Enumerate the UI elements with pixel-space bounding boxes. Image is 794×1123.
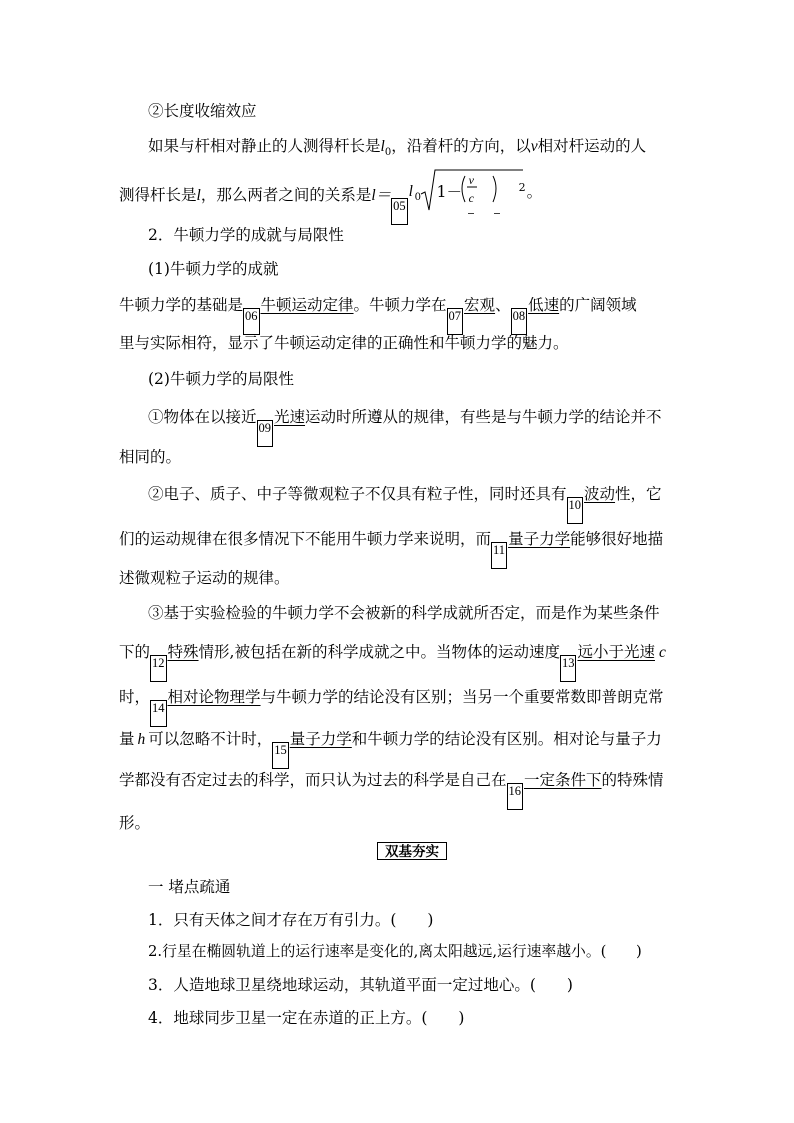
answer-box-05: 05 [391,198,408,225]
text: 如果与杆相对静止的人测得杆长是 [148,137,381,155]
answer-box-09: 09 [257,420,274,447]
answer-box-06: 06 [243,308,260,335]
question-3: 3．人造地球卫星绕地球运动，其轨道平面一定过地心。( ) [148,976,573,994]
text: 性，它 [615,485,662,503]
text: 能够很好地描 [570,530,664,548]
newton-achieve-heading: (1)牛顿力学的成就 [148,260,279,278]
limit-p2-line3: 述微观粒子运动的规律。 [119,569,290,587]
limit-p3-line3 [119,687,679,727]
section-subheading: 一 堵点疏通 [148,878,231,896]
text: 量 [119,730,135,748]
answer-16: 一定条件下 [524,771,602,789]
answer-13: 远小于光速 [577,643,655,661]
text: 运动时所遵从的规律，有些是与牛顿力学的结论并不 [305,408,662,426]
var-l: l [380,138,385,155]
answer-box-08: 08 [511,308,528,335]
formula-v: v [468,173,474,187]
text: 。牛顿力学在 [353,296,447,314]
length-contraction-heading: ②长度收缩效应 [148,102,257,120]
var-v: v [530,138,538,155]
var-c: c [658,644,666,661]
answer-11: 量子力学 [508,530,571,548]
answer-15: 量子力学 [289,730,352,748]
limit-p3-line5 [119,770,679,810]
var-l: l [196,187,201,204]
var-h: h [137,731,146,748]
text: 与牛顿力学的结论没有区别；当另一个重要常数即普朗克常 [260,688,664,706]
formula-exponent: 2 [518,181,526,194]
limit-p3-line1: ③基于实验检验的牛顿力学不会被新的科学成就所否定，而是作为某些条件 [148,604,660,622]
limit-p2-line2 [119,529,679,569]
text: ②电子、质子、中子等微观粒子不仅具有粒子性，同时还具有 [148,485,567,503]
text: 的广阔领域 [559,296,637,314]
text: 和牛顿力学的结论没有区别。相对论与量子力 [351,730,662,748]
answer-06: 牛顿运动定律 [260,296,354,314]
text: 时， [119,688,151,706]
newton-limit-heading: (2)牛顿力学的局限性 [148,370,294,388]
question-2: 2.行星在椭圆轨道上的运行速率是变化的,离太阳越远,运行速率越小。( ) [148,943,642,960]
answer-box-15: 15 [272,742,289,769]
section-title: 双基夯实 [377,842,447,860]
answer-box-14: 14 [150,700,167,727]
equation-lhs: l＝ [371,187,392,204]
answer-box-10: 10 [567,497,584,524]
text: 学都没有否定过去的科学，而只认为过去的科学是自己在 [119,771,507,789]
answer-07: 宏观 [464,296,496,314]
answer-12: 特殊 [167,643,199,661]
newton-achieve-line2: 里与实际相符，显示了牛顿运动定律的正确性和牛顿力学的魅力。 [119,334,569,352]
newton-heading: 2．牛顿力学的成就与局限性 [148,226,344,244]
text: 相对杆运动的人 [537,137,647,155]
text: 、 [495,296,511,314]
newton-achieve-line1 [119,295,679,335]
answer-09: 光速 [274,408,306,426]
formula-l: l [408,183,413,200]
answer-10: 波动 [584,485,616,503]
question-1: 1．只有天体之间才存在万有引力。( ) [148,911,434,929]
limit-p2-line1 [148,484,679,524]
formula-c: c [468,191,474,205]
text: ，那么两者之间的关系是 [200,186,372,204]
length-formula [408,173,543,214]
text: 牛顿力学的基础是 [119,296,244,314]
answer-box-11: 11 [491,542,507,569]
answer-08: 低速 [528,296,560,314]
answer-box-12: 12 [150,655,167,682]
limit-p3-line2 [119,642,679,682]
answer-14: 相对论物理学 [167,688,261,706]
limit-p1-line1 [148,407,679,447]
question-4: 4．地球同步卫星一定在赤道的正上方。( ) [148,1009,465,1027]
text: ，沿着杆的方向，以 [391,137,531,155]
text: 测得杆长是 [119,186,197,204]
length-contraction-line2 [119,174,679,225]
answer-box-16: 16 [507,783,524,810]
answer-box-13: 13 [560,655,577,682]
formula-end: 。 [526,183,543,201]
text: 可以忽略不计时， [148,730,273,748]
text: 们的运动规律在很多情况下不能用牛顿力学来说明，而 [119,530,492,548]
formula-sub: 0 [414,192,422,203]
limit-p3-line6: 形。 [119,814,151,832]
formula-one: 1－ [436,183,463,201]
text: ①物体在以接近 [148,408,257,426]
text: 下的 [119,643,151,661]
subscript: 0 [384,147,392,159]
answer-box-07: 07 [447,308,464,335]
limit-p3-line4 [119,729,679,769]
length-contraction-line1 [148,136,679,163]
text: 情形,被包括在新的科学成就之中。当物体的运动速度 [198,643,560,661]
limit-p1-line2: 相同的。 [119,448,182,466]
text: 的特殊情 [601,771,664,789]
